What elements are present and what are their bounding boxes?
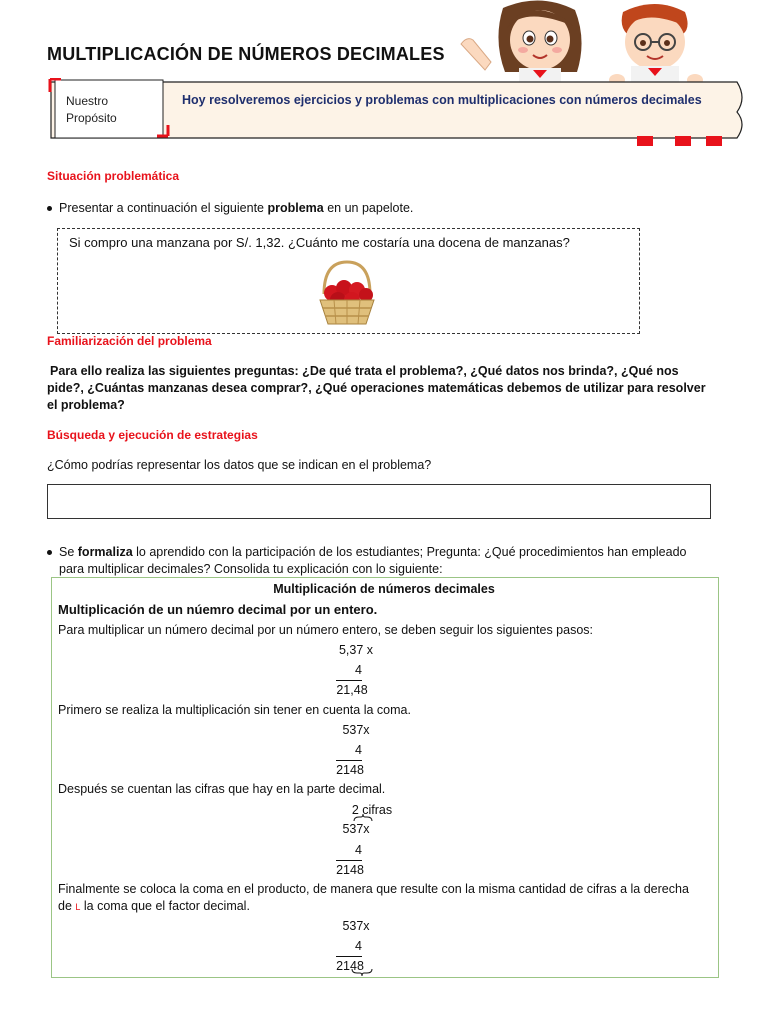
- instruction-bold: problema: [267, 201, 324, 215]
- ex2-factor-b: [322, 740, 362, 761]
- formaliza-line1: [59, 544, 721, 561]
- purpose-label-line1: Nuestro: [66, 94, 109, 108]
- ex1-factor-b: [322, 660, 362, 681]
- formaliza-line2: para multiplicar decimales? Consolida tu explicación con lo siguiente:: [59, 562, 443, 576]
- instruction-text-end: en un papelote.: [323, 201, 414, 215]
- ex2-result: 2148: [336, 763, 364, 777]
- ex1-result: 21,48: [336, 683, 368, 697]
- step3-line1: Finalmente se coloca la coma en el producto, de manera que resulte con la misma cantidad de cifras a la derecha: [58, 882, 689, 896]
- purpose-label-line2: Propósito: [66, 111, 117, 125]
- ex2-factor-a: 537x: [342, 723, 370, 737]
- formaliza-post: lo aprendido con la participación de los estudiantes; Pregunta: ¿Qué procedimientos han empleado: [132, 545, 687, 559]
- instruction-text: Presentar a continuación el siguiente: [59, 201, 268, 215]
- brace-icon: [350, 968, 374, 976]
- section-heading-situacion: Situación problemática: [47, 169, 180, 183]
- ex3-factor-b-value: 4: [336, 840, 362, 861]
- purpose-text: Hoy resolveremos ejercicios y problemas con multiplicaciones con números decimales: [182, 93, 702, 107]
- familiarizacion-text: Para ello realiza las siguientes preguntas: ¿De qué trata el problema?, ¿Qué datos nos brinda?, ¿Qué nos pide?, ¿Cuántas manzanas desea comprar?, ¿Qué operaciones matemáticas debemos de utilizar para resolver el problema?: [47, 364, 706, 412]
- ex4-factor-a: 537x: [342, 919, 370, 933]
- page-title: MULTIPLICACIÓN DE NÚMEROS DECIMALES: [47, 44, 445, 64]
- red-mark: L: [75, 902, 81, 912]
- step3-line2: [58, 898, 713, 916]
- step2-text: Después se cuentan las cifras que hay en la parte decimal.: [58, 782, 386, 796]
- bullet-icon: [47, 550, 52, 555]
- step1-text: Primero se realiza la multiplicación sin tener en cuenta la coma.: [58, 703, 411, 717]
- ex3-note: 2 cifras: [351, 803, 393, 817]
- girl-figure: [461, 0, 582, 86]
- ex1-factor-b-value: 4: [336, 660, 362, 681]
- boy-figure: [609, 4, 703, 86]
- ex3-result: 2148: [336, 863, 364, 877]
- formaliza-text: [59, 544, 721, 578]
- answer-input-box[interactable]: [47, 484, 711, 519]
- formaliza-pre: Se: [59, 545, 78, 559]
- kids-illustration: [445, 0, 745, 86]
- formaliza-bold: formaliza: [77, 545, 133, 559]
- decor-red-square: [675, 136, 691, 146]
- purpose-label: [66, 93, 117, 127]
- section-heading-busqueda: Búsqueda y ejecución de estrategias: [47, 428, 258, 442]
- problem-text: Si compro una manzana por S/. 1,32. ¿Cuánto me costaría una docena de manzanas?: [69, 235, 570, 250]
- decor-red-square: [706, 136, 722, 146]
- ex3-factor-b: [322, 840, 362, 861]
- step3-text: [58, 881, 713, 916]
- box-subtitle: Multiplicación de un núemro decimal por un entero.: [58, 602, 378, 617]
- ex3-factor-a: 537x: [342, 822, 370, 836]
- purpose-banner: [47, 78, 747, 140]
- step3-pre: de: [58, 899, 76, 913]
- apple-basket-icon: [314, 260, 380, 328]
- ex1-factor-a: 5,37 x: [338, 643, 374, 657]
- busqueda-question: ¿Cómo podrías representar los datos que se indican en el problema?: [47, 458, 432, 472]
- step3-post: la coma que el factor decimal.: [80, 899, 250, 913]
- box-intro: Para multiplicar un número decimal por un número entero, se deben seguir los siguientes pasos:: [58, 623, 594, 637]
- box-title: Multiplicación de números decimales: [273, 582, 495, 596]
- bullet-icon: [47, 206, 52, 211]
- ex4-factor-b-value: 4: [336, 936, 362, 957]
- decor-red-square: [637, 136, 653, 146]
- ex4-factor-b: [322, 936, 362, 957]
- ex4-result: 2148: [336, 959, 364, 973]
- section-heading-familiarizacion: Familiarización del problema: [47, 334, 212, 348]
- ex2-factor-b-value: 4: [336, 740, 362, 761]
- situacion-instruction: [59, 200, 413, 217]
